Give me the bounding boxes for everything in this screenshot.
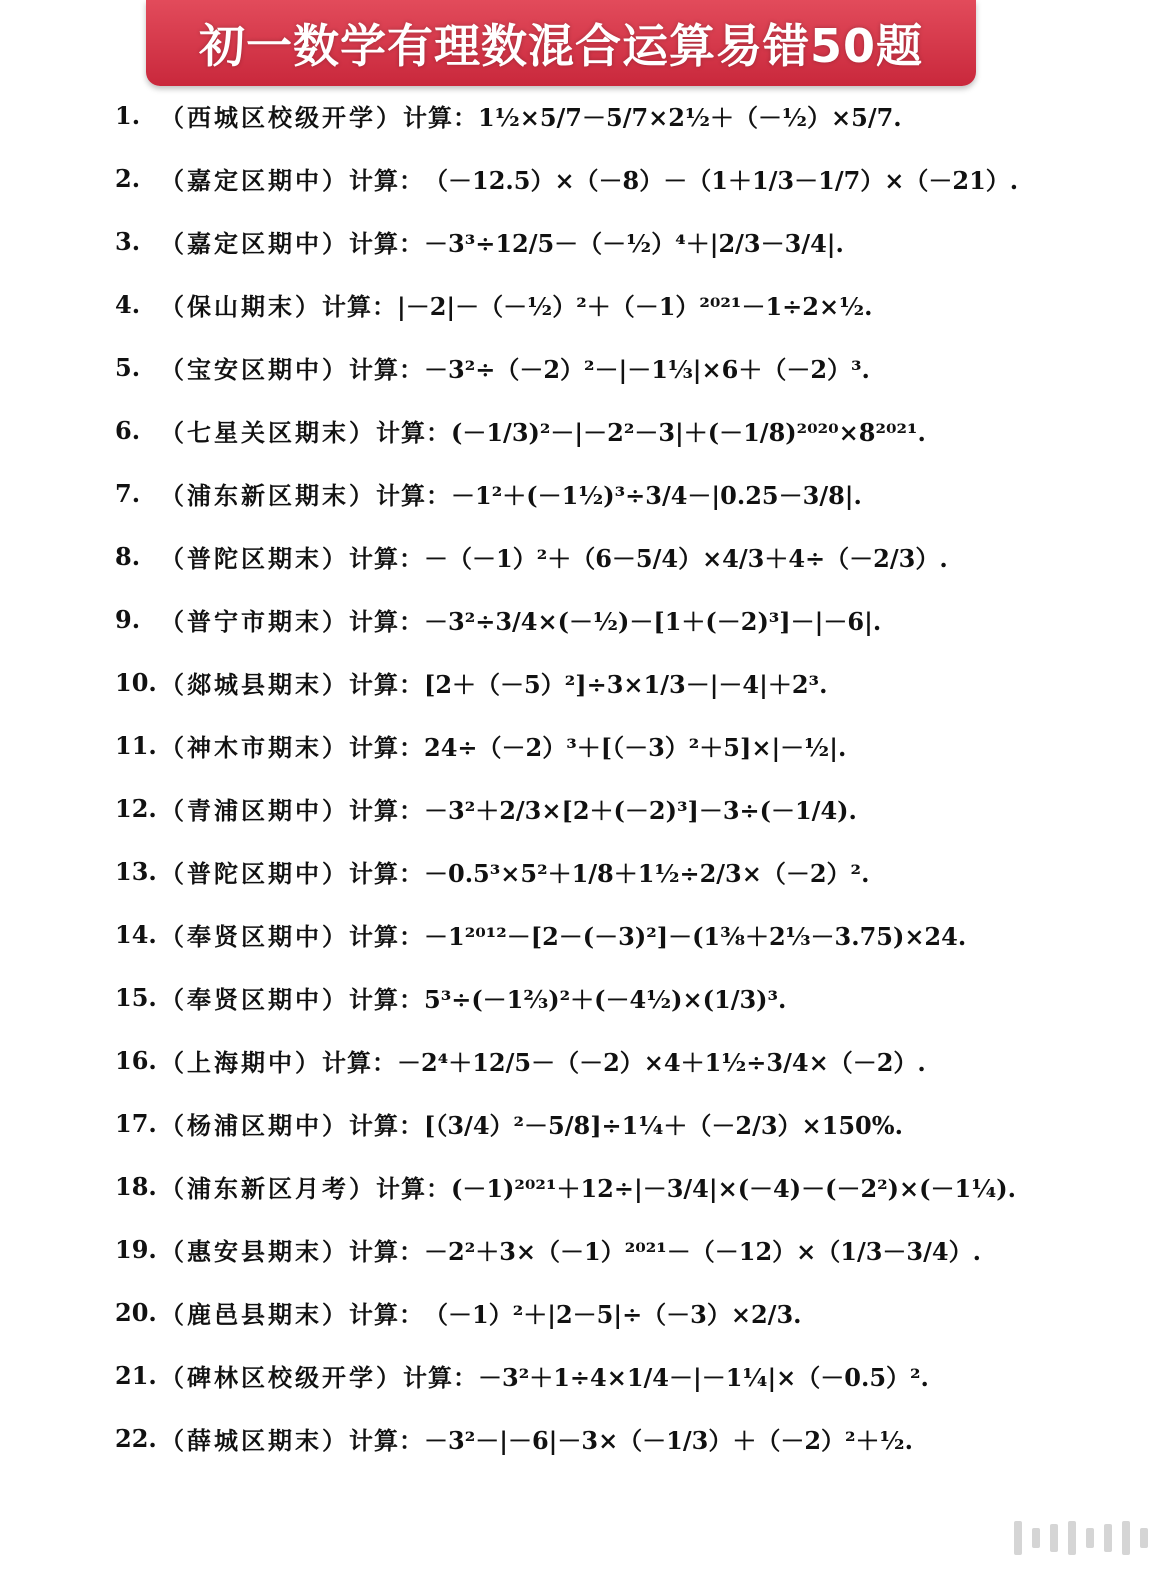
- problem-label: 计算：: [349, 858, 424, 888]
- problem-source: （嘉定区期中）: [160, 165, 349, 195]
- problem-row: [0, 465, 1168, 521]
- problem-number: 6.: [115, 415, 141, 445]
- problem-row: [0, 843, 1168, 899]
- problem-row: [0, 1158, 1168, 1214]
- problem-source: （上海期中）: [160, 1047, 322, 1077]
- problem-row: [0, 906, 1168, 962]
- problem-source: （奉贤区期中）: [160, 984, 349, 1014]
- problem-row: [0, 591, 1168, 647]
- problem-row: [0, 1347, 1168, 1403]
- problem-expression: －1²⁰¹²－[2－(－3)²]－(1⅜＋2⅓－3.75)×24.: [424, 921, 967, 951]
- problem-source: （普陀区期中）: [160, 858, 349, 888]
- problem-source: （薛城区期末）: [160, 1425, 349, 1455]
- problem-label: 计算：: [376, 480, 451, 510]
- problem-number: 15.: [115, 982, 157, 1012]
- problem-row: [0, 1410, 1168, 1466]
- problem-expression: [2＋（－5）²]÷3×1/3－|－4|＋2³.: [424, 669, 828, 699]
- problem-row: [0, 150, 1168, 206]
- problem-expression: (－1)²⁰²¹＋12÷|－3/4|×(－4)－(－2²)×(－1¼).: [451, 1173, 1016, 1203]
- problem-row: [0, 654, 1168, 710]
- problem-number: 14.: [115, 919, 157, 949]
- problem-label: 计算：: [349, 669, 424, 699]
- problem-expression: －3²＋2/3×[2＋(－2)³]－3÷(－1/4).: [424, 795, 857, 825]
- problem-number: 18.: [115, 1171, 157, 1201]
- problem-source: （普陀区期末）: [160, 543, 349, 573]
- problem-number: 2.: [115, 163, 141, 193]
- problem-source: （神木市期末）: [160, 732, 349, 762]
- problem-number: 9.: [115, 604, 141, 634]
- problem-row: [0, 528, 1168, 584]
- problem-source: （奉贤区期中）: [160, 921, 349, 951]
- problem-label: 计算：: [349, 1425, 424, 1455]
- problem-expression: －2⁴＋12/5－（－2）×4＋1½÷3/4×（－2）.: [397, 1047, 926, 1077]
- problem-source: （七星关区期末）: [160, 417, 376, 447]
- problem-expression: 5³÷(－1⅔)²＋(－4½)×(1/3)³.: [424, 984, 787, 1014]
- problem-expression: －0.5³×5²＋1/8＋1½÷2/3×（－2）².: [424, 858, 870, 888]
- problem-expression: －1²＋(－1½)³÷3/4－|0.25－3/8|.: [451, 480, 862, 510]
- problem-row: [0, 339, 1168, 395]
- problem-row: [0, 213, 1168, 269]
- problem-expression: －（－1）²＋（6－5/4）×4/3＋4÷（－2/3）.: [424, 543, 948, 573]
- problem-source: （惠安县期末）: [160, 1236, 349, 1266]
- problem-expression: －3³÷12/5－（－½）⁴＋|2/3－3/4|.: [424, 228, 844, 258]
- problem-source: （碑林区校级开学）: [160, 1362, 403, 1392]
- problem-source: （郯城县期末）: [160, 669, 349, 699]
- problem-expression: －3²＋1÷4×1/4－|－1¼|×（－0.5）².: [478, 1362, 929, 1392]
- problem-source: （浦东新区月考）: [160, 1173, 376, 1203]
- problem-label: 计算：: [349, 543, 424, 573]
- problem-label: 计算：: [349, 921, 424, 951]
- problem-expression: (－1/3)²－|－2²－3|＋(－1/8)²⁰²⁰×8²⁰²¹.: [451, 417, 926, 447]
- problem-label: 计算：: [349, 1299, 424, 1329]
- problem-number: 12.: [115, 793, 157, 823]
- problem-label: 计算：: [349, 984, 424, 1014]
- problem-label: 计算：: [349, 1236, 424, 1266]
- problem-number: 1.: [115, 100, 141, 130]
- problem-label: 计算：: [349, 1110, 424, 1140]
- problem-number: 22.: [115, 1423, 157, 1453]
- problem-row: [0, 1221, 1168, 1277]
- problem-expression: －3²－|－6|－3×（－1/3）＋（－2）²＋½.: [424, 1425, 913, 1455]
- problem-expression: －2²＋3×（－1）²⁰²¹－（－12）×（1/3－3/4）.: [424, 1236, 981, 1266]
- problem-number: 5.: [115, 352, 141, 382]
- watermark-bars-icon: [1014, 1518, 1148, 1558]
- problem-label: 计算：: [322, 291, 397, 321]
- problem-label: 计算：: [349, 606, 424, 636]
- problem-expression: （－1）²＋|2－5|÷（－3）×2/3.: [424, 1299, 802, 1329]
- problem-label: 计算：: [349, 165, 424, 195]
- problem-source: （保山期末）: [160, 291, 322, 321]
- problem-label: 计算：: [322, 1047, 397, 1077]
- problem-expression: －3²÷（－2）²－|－1⅓|×6＋（－2）³.: [424, 354, 870, 384]
- problem-number: 4.: [115, 289, 141, 319]
- problem-number: 13.: [115, 856, 157, 886]
- problem-label: 计算：: [376, 1173, 451, 1203]
- problem-row: [0, 402, 1168, 458]
- problem-expression: |－2|－（－½）²＋（－1）²⁰²¹－1÷2×½.: [397, 291, 873, 321]
- problem-source: （浦东新区期末）: [160, 480, 376, 510]
- problem-label: 计算：: [349, 228, 424, 258]
- problem-source: （普宁市期末）: [160, 606, 349, 636]
- problem-source: （宝安区期中）: [160, 354, 349, 384]
- problem-source: （西城区校级开学）: [160, 102, 403, 132]
- problem-number: 21.: [115, 1360, 157, 1390]
- problem-row: [0, 969, 1168, 1025]
- title-banner: [146, 0, 976, 86]
- problem-expression: [（3/4）²－5/8]÷1¼＋（－2/3）×150%.: [424, 1110, 903, 1140]
- problem-label: 计算：: [349, 732, 424, 762]
- problem-expression: －3²÷3/4×(－½)－[1＋(－2)³]－|－6|.: [424, 606, 882, 636]
- problem-expression: （－12.5）×（－8）－（1＋1/3－1/7）×（－21）.: [424, 165, 1019, 195]
- problem-number: 11.: [115, 730, 157, 760]
- problem-row: [0, 1032, 1168, 1088]
- problem-row: [0, 1284, 1168, 1340]
- problem-label: 计算：: [403, 102, 478, 132]
- problem-row: [0, 276, 1168, 332]
- problem-number: 19.: [115, 1234, 157, 1264]
- problem-label: 计算：: [376, 417, 451, 447]
- problem-label: 计算：: [349, 795, 424, 825]
- problem-number: 8.: [115, 541, 141, 571]
- problem-number: 7.: [115, 478, 141, 508]
- problem-number: 3.: [115, 226, 141, 256]
- problem-label: 计算：: [349, 354, 424, 384]
- problem-expression: 1½×5/7－5/7×2½＋（－½）×5/7.: [478, 102, 902, 132]
- problem-source: （嘉定区期中）: [160, 228, 349, 258]
- problem-number: 17.: [115, 1108, 157, 1138]
- problem-source: （鹿邑县期末）: [160, 1299, 349, 1329]
- problem-number: 16.: [115, 1045, 157, 1075]
- problem-row: [0, 87, 1168, 143]
- page-title: 初一数学有理数混合运算易错50题: [198, 19, 923, 73]
- problem-number: 20.: [115, 1297, 157, 1327]
- problem-row: [0, 780, 1168, 836]
- problem-source: （杨浦区期中）: [160, 1110, 349, 1140]
- problem-label: 计算：: [403, 1362, 478, 1392]
- problem-row: [0, 717, 1168, 773]
- problem-row: [0, 1095, 1168, 1151]
- problem-number: 10.: [115, 667, 157, 697]
- problem-expression: 24÷（－2）³＋[（－3）²＋5]×|－½|.: [424, 732, 847, 762]
- problem-source: （青浦区期中）: [160, 795, 349, 825]
